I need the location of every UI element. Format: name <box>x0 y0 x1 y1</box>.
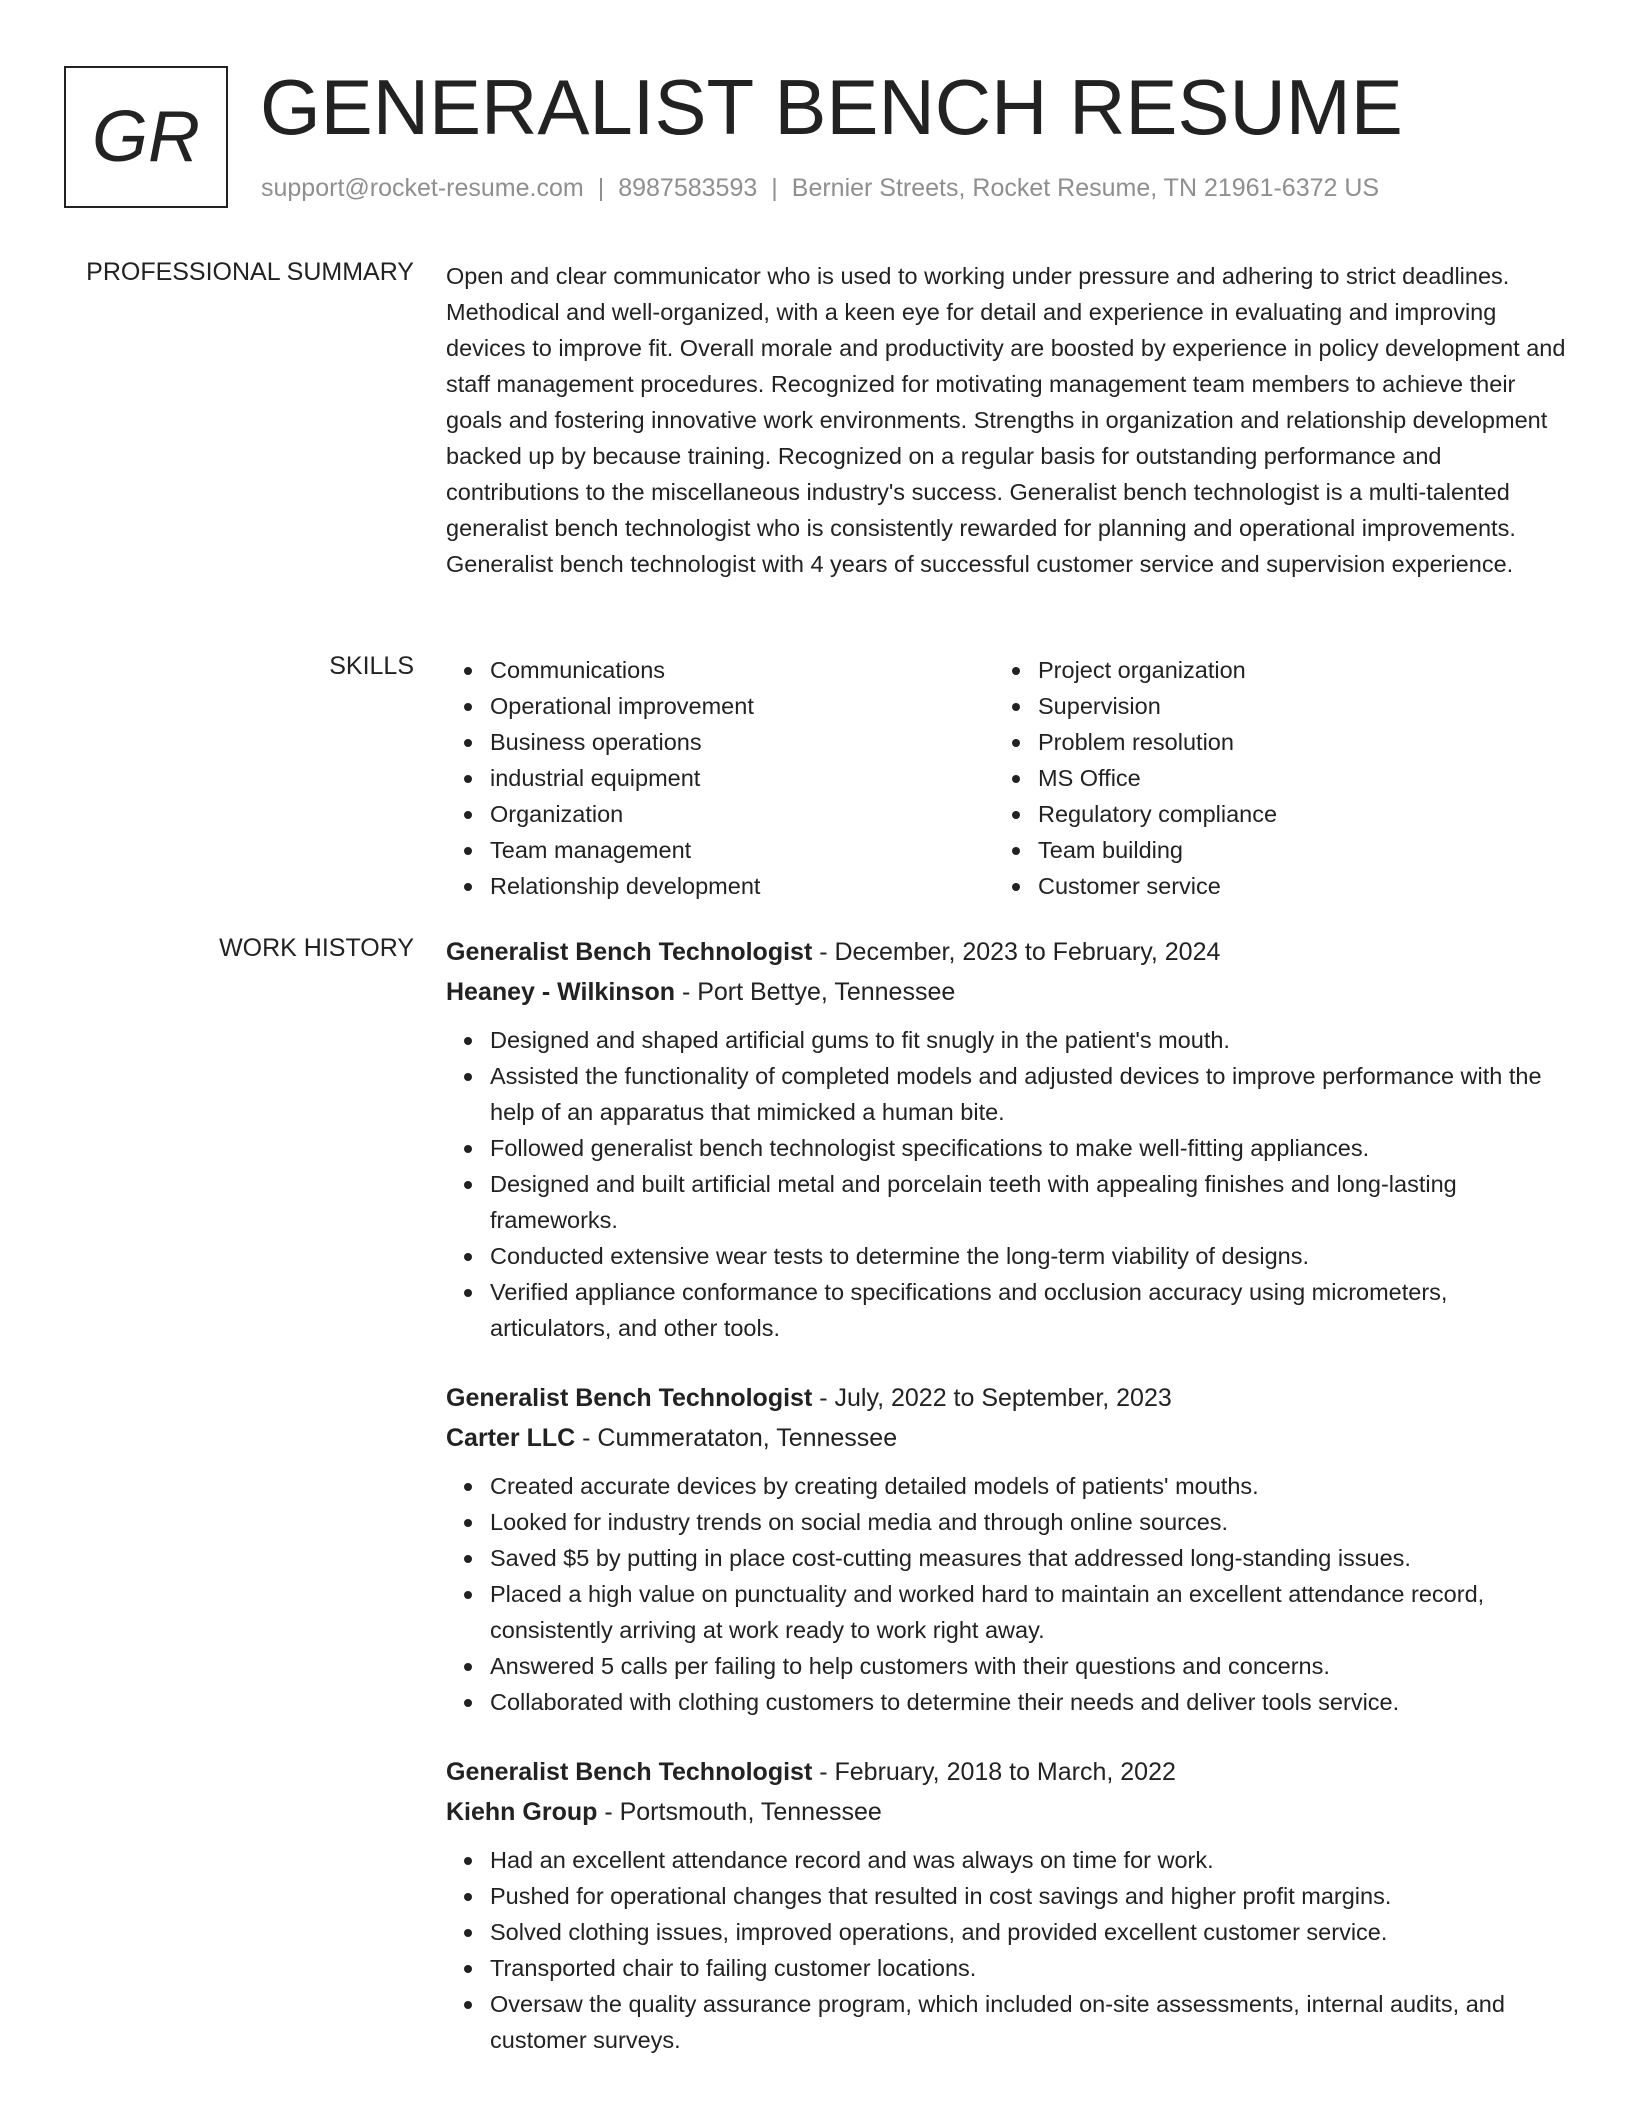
job-title-line <box>446 1378 1566 1418</box>
job-company-line <box>446 1418 1566 1458</box>
job-company-line <box>446 1792 1566 1832</box>
job-bullet: Looked for industry trends on social media and through online sources. <box>446 1504 1566 1540</box>
job-company-line <box>446 972 1566 1012</box>
skills-list-left <box>446 652 994 904</box>
job-company: Heaney - Wilkinson <box>446 978 675 1006</box>
job-bullet: Designed and shaped artificial gums to fit snugly in the patient's mouth. <box>446 1022 1566 1058</box>
contact-email: support@rocket-resume.com <box>261 174 584 202</box>
work-body <box>446 932 1566 2090</box>
job-bullet: Saved $5 by putting in place cost-cutting measures that addressed long-standing issues. <box>446 1540 1566 1576</box>
skill-item: Team management <box>446 832 994 868</box>
skill-item: Team building <box>994 832 1542 868</box>
job-bullet: Conducted extensive wear tests to determine the long-term viability of designs. <box>446 1238 1566 1274</box>
job-company: Carter LLC <box>446 1424 576 1452</box>
skill-item: Organization <box>446 796 994 832</box>
skills-list-right <box>994 652 1542 904</box>
job-entry <box>446 932 1566 1346</box>
work-title: WORK HISTORY <box>219 934 414 962</box>
skill-item: Relationship development <box>446 868 994 904</box>
job-bullet: Transported chair to failing customer locations. <box>446 1950 1566 1986</box>
job-title-line <box>446 1752 1566 1792</box>
job-role: Generalist Bench Technologist <box>446 938 813 966</box>
job-bullet: Designed and built artificial metal and porcelain teeth with appealing finishes and long-lasting frameworks. <box>446 1166 1566 1238</box>
job-dates: - July, 2022 to September, 2023 <box>812 1384 1172 1412</box>
job-role: Generalist Bench Technologist <box>446 1758 813 1786</box>
job-bullet: Answered 5 calls per failing to help customers with their questions and concerns. <box>446 1648 1566 1684</box>
skill-item: Supervision <box>994 688 1542 724</box>
contact-line <box>261 174 1379 203</box>
job-location: - Port Bettye, Tennessee <box>675 978 956 1006</box>
job-dates: - December, 2023 to February, 2024 <box>812 938 1221 966</box>
resume-name: GENERALIST BENCH RESUME <box>260 63 1403 151</box>
contact-separator: | <box>771 174 778 202</box>
summary-text: Open and clear communicator who is used to working under pressure and adhering to strict deadlines. Methodical and well-organized, with a keen eye for detail and experience in evaluating and improving devices to improve fit. Overall morale and productivity are boosted by experience in policy development and staff management procedures. Recognized for motivating management team members to achieve their goals and fostering innovative work environments. Strengths in organization and relationship development backed up by because training. Recognized on a regular basis for outstanding performance and contributions to the miscellaneous industry's success. Generalist bench technologist is a multi-talented generalist bench technologist who is consistently rewarded for planning and operational improvements. Generalist bench technologist with 4 years of successful customer service and supervision experience. <box>446 263 1566 577</box>
contact-address: Bernier Streets, Rocket Resume, TN 21961-6372 US <box>791 174 1380 202</box>
skills-title: SKILLS <box>329 652 414 680</box>
job-bullet: Followed generalist bench technologist specifications to make well-fitting appliances. <box>446 1130 1566 1166</box>
job-bullet: Collaborated with clothing customers to determine their needs and deliver tools service. <box>446 1684 1566 1720</box>
summary-title: PROFESSIONAL SUMMARY <box>86 258 414 286</box>
job-bullet-list <box>446 1022 1566 1346</box>
contact-separator: | <box>597 174 605 202</box>
skill-item: MS Office <box>994 760 1542 796</box>
monogram-logo: GR <box>64 66 228 208</box>
skills-body <box>446 652 1566 904</box>
skill-item: industrial equipment <box>446 760 994 796</box>
job-bullet: Pushed for operational changes that resulted in cost savings and higher profit margins. <box>446 1878 1566 1914</box>
job-bullet: Verified appliance conformance to specifications and occlusion accuracy using micrometers, articulators, and other tools. <box>446 1274 1566 1346</box>
job-location: - Portsmouth, Tennessee <box>597 1798 882 1826</box>
job-bullet: Solved clothing issues, improved operations, and provided excellent customer service. <box>446 1914 1566 1950</box>
job-bullet: Placed a high value on punctuality and worked hard to maintain an excellent attendance record, consistently arriving at work ready to work right away. <box>446 1576 1566 1648</box>
job-company: Kiehn Group <box>446 1798 598 1826</box>
job-bullet: Oversaw the quality assurance program, which included on-site assessments, internal audits, and customer surveys. <box>446 1986 1566 2058</box>
job-bullet: Assisted the functionality of completed models and adjusted devices to improve performance with the help of an apparatus that mimicked a human bite. <box>446 1058 1566 1130</box>
contact-phone: 8987583593 <box>618 174 758 202</box>
job-entry <box>446 1378 1566 1720</box>
skill-item: Operational improvement <box>446 688 994 724</box>
job-bullet: Had an excellent attendance record and was always on time for work. <box>446 1842 1566 1878</box>
skill-item: Problem resolution <box>994 724 1542 760</box>
summary-body <box>446 258 1566 582</box>
job-dates: - February, 2018 to March, 2022 <box>812 1758 1176 1786</box>
job-location: - Cummerataton, Tennessee <box>575 1424 898 1452</box>
job-title-line <box>446 932 1566 972</box>
job-role: Generalist Bench Technologist <box>446 1384 813 1412</box>
skill-item: Customer service <box>994 868 1542 904</box>
skill-item: Communications <box>446 652 994 688</box>
skill-item: Business operations <box>446 724 994 760</box>
skill-item: Regulatory compliance <box>994 796 1542 832</box>
job-entry <box>446 1752 1566 2058</box>
job-bullet-list <box>446 1842 1566 2058</box>
job-bullet: Created accurate devices by creating detailed models of patients' mouths. <box>446 1468 1566 1504</box>
resume-header <box>64 63 1564 212</box>
skill-item: Project organization <box>994 652 1542 688</box>
job-bullet-list <box>446 1468 1566 1720</box>
